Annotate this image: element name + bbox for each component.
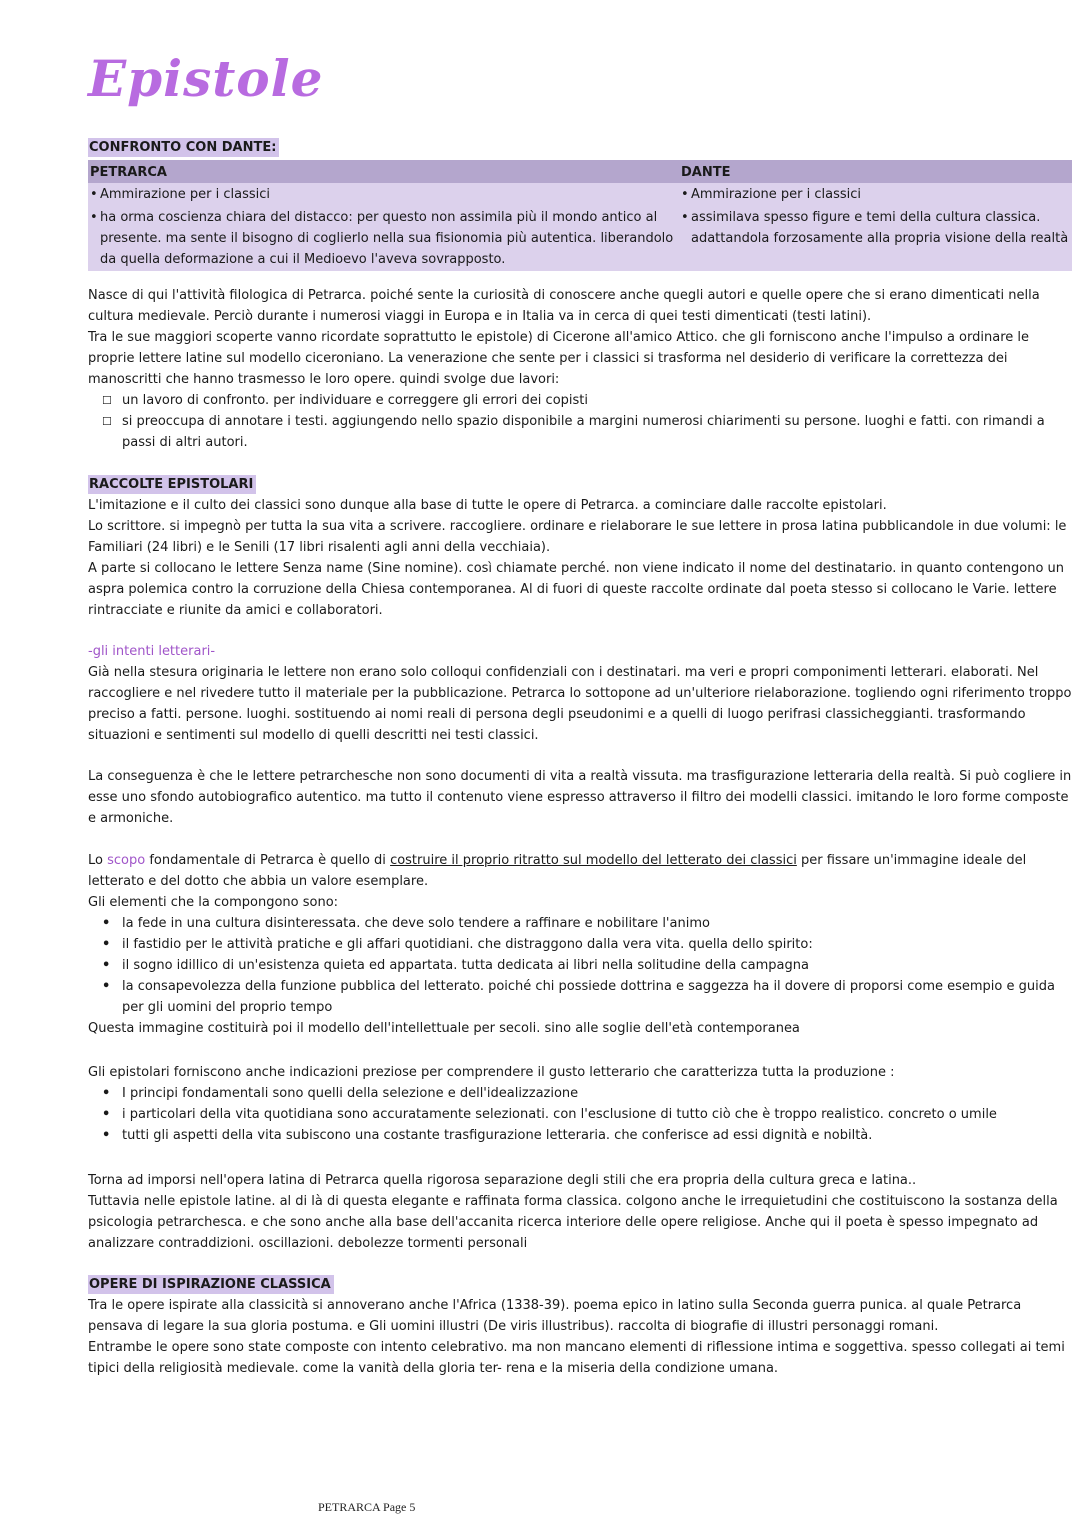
work-list (88, 390, 1072, 453)
cell-petrarca-1: • Ammirazione per i classici (88, 183, 679, 206)
page-footer: PETRARCA Page 5 (318, 1500, 416, 1514)
elements-list (88, 913, 1072, 1018)
paragraph: Lo scrittore. si impegnò per tutta la sua vita a scrivere. raccogliere. ordinare e rielaborare le sue lettere in prosa latina pubblicandole in due volumi: le Familiari (24 libri) e le Senili (17 libri risalenti agli anni della vecchiaia). (88, 519, 1067, 555)
checkbox-square-icon: ☐ (102, 394, 112, 407)
conseguenza-paragraph (88, 766, 1072, 829)
paragraph: Gli epistolari forniscono anche indicazioni preziose per comprendere il gusto letterario che caratterizza tutta la produzione : (88, 1065, 895, 1080)
paragraph: Gli elementi che la compongono sono: (88, 895, 339, 910)
list-item: • i particolari della vita quotidiana sono accuratamente selezionati. con l'esclusione di tutto ciò che è troppo realistico. concreto o umile (88, 1104, 1072, 1125)
comparison-row (88, 183, 1072, 206)
checkbox-square-icon: ☐ (102, 415, 112, 428)
list-item: • la fede in una cultura disinteressata. che deve solo tendere a raffinare e nobilitare l'animo (88, 913, 1072, 934)
paragraph: Entrambe le opere sono state composte con intento celebrativo. ma non mancano elementi di riflessione intima e soggettiva. spesso collegati ai temi tipici della religiosità medievale. come la vanità della gloria ter- rena e la miseria della condizione umana. (88, 1340, 1065, 1376)
page-title: Epistole (88, 49, 324, 108)
comparison-row (88, 206, 1072, 271)
paragraph: Tra le sue maggiori scoperte vanno ricordate soprattutto le epistole) di Cicerone all'amico Attico. che gli forniscono anche l'impulso a ordinare le proprie lettere latine sul modello ciceroniano. La venerazione che sente per i classici si trasforma nel desiderio di verificare la correttezza dei manoscritti che hanno trasmesso le loro opere. quindi svolge due lavori: (88, 330, 1029, 387)
paragraph: Tra le opere ispirate alla classicità si annoverano anche l'Africa (1338-39). poema epico in latino sulla Seconda guerra punica. al quale Petrarca pensava di legare la sua gloria postuma. e Gli uomini illustri (De viris illustribus). raccolta di biografie di illustri personaggi romani. (88, 1298, 1022, 1334)
intenti-subheading: -gli intenti letterari- (88, 644, 216, 659)
bullet-icon: • (681, 187, 689, 202)
paragraph: L'imitazione e il culto dei classici sono dunque alla base di tutte le opere di Petrarca. a cominciare dalle raccolte epistolari. (88, 498, 887, 513)
bullet-icon: • (102, 1128, 111, 1143)
paragraph: Questa immagine costituirà poi il modello dell'intellettuale per secoli. sino alle soglie dell'età contemporanea (88, 1021, 800, 1036)
bullet-icon: • (102, 916, 111, 931)
list-item: • tutti gli aspetti della vita subiscono una costante trasfigurazione letteraria. che conferisce ad essi dignità e nobiltà. (88, 1125, 1072, 1146)
raccolte-section (88, 474, 1072, 621)
bullet-icon: • (681, 210, 689, 225)
cell-dante-2: • assimilava spesso figure e temi della cultura classica. adattandola forzosamente alla propria visione della realtà (679, 206, 1072, 271)
bullet-icon: • (90, 187, 98, 202)
list-item: • il fastidio per le attività pratiche e gli affari quotidiani. che distraggono dalla vera vita. quella dello spirito: (88, 934, 1072, 955)
comparison-table (88, 160, 1072, 271)
comparison-header-row (88, 160, 1072, 183)
gusto-section (88, 1062, 1072, 1146)
paragraph: Tuttavia nelle epistole latine. al di là di questa elegante e raffinata forma classica. colgono anche le irrequietudini che costituiscono la sostanza della psicologia petrarchesca. e che sono anche alla base dell'accanita ricerca interiore delle opere religiose. Anche qui il poeta è spesso impegnato ad analizzare contraddizioni. oscillazioni. debolezze tormenti personali (88, 1194, 1058, 1251)
cell-dante-1: • Ammirazione per i classici (679, 183, 1072, 206)
scopo-section (88, 850, 1072, 1039)
intro-section (88, 285, 1072, 453)
confronto-heading (88, 136, 279, 157)
col-header-petrarca: PETRARCA (88, 160, 679, 183)
bullet-icon: • (102, 958, 111, 973)
opere-section (88, 1274, 1072, 1379)
list-item: • il sogno idillico di un'esistenza quieta ed appartata. tutta dedicata ai libri nella solitudine della campagna (88, 955, 1072, 976)
underlined-phrase: costruire il proprio ritratto sul modello del letterato dei classici (390, 853, 797, 868)
bullet-icon: • (90, 210, 98, 225)
col-header-dante: DANTE (679, 160, 1072, 183)
scopo-keyword: scopo (107, 853, 146, 868)
paragraph: La conseguenza è che le lettere petrarchesche non sono documenti di vita a realtà vissuta. ma trasfigurazione letteraria della realtà. Si può cogliere in esse uno sfondo autobiografico autentico. ma tutto il contenuto viene espresso attraverso il filtro dei modelli classici. imitando le loro forme composte e armoniche. (88, 769, 1072, 826)
bullet-icon: • (102, 1107, 111, 1122)
bullet-icon: • (102, 1086, 111, 1101)
cell-petrarca-2: • ha orma coscienza chiara del distacco: per questo non assimila più il mondo antico al presente. ma sente il bisogno di coglierlo nella sua fisionomia più autentica. liberandolo da quella deformazione a cui il Medioevo l'aveva sovrapposto. (88, 206, 679, 271)
stili-section (88, 1170, 1072, 1254)
paragraph: Nasce di qui l'attività filologica di Petrarca. poiché sente la curiosità di conoscere anche quegli autori e quelle opere che si erano dimenticati nella cultura medievale. Perciò durante i numerosi viaggi in Europa e in Italia va in cerca di quei testi dimenticati (testi latini). (88, 288, 1040, 324)
paragraph: Lo scopo fondamentale di Petrarca è quello di costruire il proprio ritratto sul modello del letterato dei classici per fissare un'immagine ideale del letterato e del dotto che abbia un valore esemplare. (88, 853, 1027, 889)
confronto-heading-label: CONFRONTO CON DANTE: (88, 138, 279, 157)
list-item: • la consapevolezza della funzione pubblica del letterato. poiché chi possiede dottrina e saggezza ha il dovere di proporsi come esempio e guida per gli uomini del proprio tempo (88, 976, 1072, 1018)
paragraph: A parte si collocano le lettere Senza name (Sine nomine). così chiamate perché. non viene indicato il nome del destinatario. in quanto contengono un aspra polemica contro la corruzione della Chiesa contemporanea. Al di fuori di queste raccolte ordinate dal poeta stesso si collocano le Varie. lettere rintracciate e riunite da amici e collaboratori. (88, 561, 1065, 618)
bullet-icon: • (102, 979, 111, 994)
list-item: • I principi fondamentali sono quelli della selezione e dell'idealizzazione (88, 1083, 1072, 1104)
list-item: ☐ si preoccupa di annotare i testi. aggiungendo nello spazio disponibile a margini numerosi chiarimenti su persone. luoghi e fatti. con rimandi a passi di altri autori. (88, 411, 1072, 453)
intenti-section (88, 641, 1072, 746)
list-item: ☐ un lavoro di confronto. per individuare e correggere gli errori dei copisti (88, 390, 1072, 411)
gusto-list (88, 1083, 1072, 1146)
paragraph: Già nella stesura originaria le lettere non erano solo colloqui confidenziali con i destinatari. ma veri e propri componimenti letterari. elaborati. Nel raccogliere e nel rivedere tutto il materiale per la pubblicazione. Petrarca lo sottopone ad un'ulteriore rielaborazione. togliendo ogni riferimento troppo preciso a fatti. persone. luoghi. sostituendo ai nomi reali di persona degli pseudonimi e a quelli di luogo perifrasi classicheggianti. trasformando situazioni e sentimenti sul modello di quelli descritti nei testi classici. (88, 665, 1072, 743)
raccolte-heading: RACCOLTE EPISTOLARI (88, 475, 256, 494)
opere-heading: OPERE DI ISPIRAZIONE CLASSICA (88, 1275, 334, 1294)
paragraph: Torna ad imporsi nell'opera latina di Petrarca quella rigorosa separazione degli stili che era propria della cultura greca e latina.. (88, 1173, 917, 1188)
bullet-icon: • (102, 937, 111, 952)
